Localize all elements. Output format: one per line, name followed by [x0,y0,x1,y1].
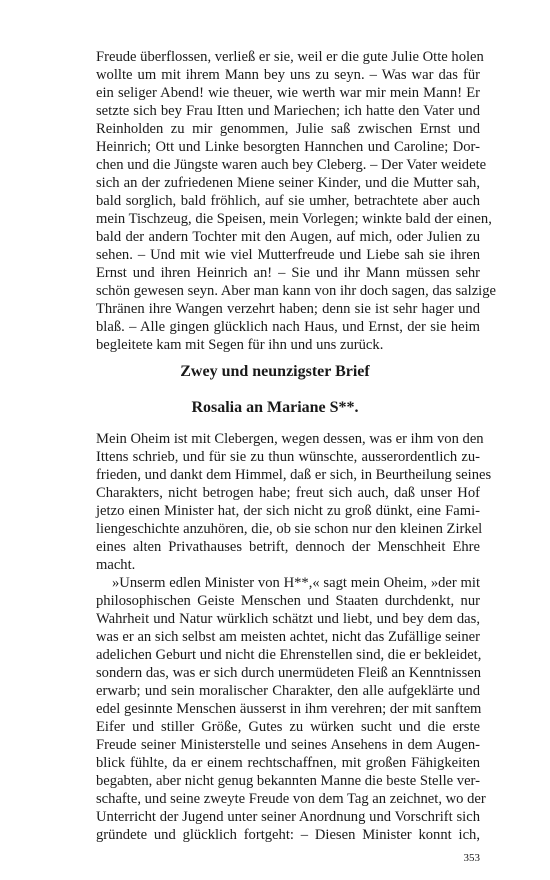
text-line: Wahrheit und Natur würklich schätzt und liebt, und bey dem das, [96,611,480,627]
text-line: Eifer und stiller Größe, Gutes zu würken sucht und die erste [96,719,480,735]
text-line: Charakters, nicht betrogen habe; freut sich auch, daß unser Hof [96,485,480,501]
text-line: sich an der zufriedenen Miene seiner Kinder, und die Mutter sah, [96,175,480,191]
text-line: blick fühlte, da er einem rechtschaffnen, mit großen Fähigkeiten [96,755,480,771]
text-line: Mein Oheim ist mit Clebergen, wegen dessen, was er ihm von den [96,431,484,447]
text-line: erwarb; und sein moralischer Charakter, den alle aufgeklärte und [96,683,480,699]
text-line: gründete und glücklich fortgeht: – Diesen Minister konnt ich, [96,827,480,843]
text-line: Unterricht der Jugend unter seiner Anordnung und Vorschrift sich [96,809,480,825]
text-line: was er an sich selbst am meisten achtet, nicht das Zufällige seiner [96,629,480,645]
text-line: mein Tischzeug, die Speisen, mein Vorlegen; winkte bald der einen, [96,211,492,227]
text-line: frieden, und dankt dem Himmel, daß er sich, in Beurtheilung seines [96,467,492,483]
text-line: Ittens schrieb, und für sie zu thun wünschte, ausserordentlich zu- [96,449,480,465]
text-line: Ernst und ihren Heinrich an! – Sie und ihr Mann müssen sehr [96,265,480,281]
text-line: bald sorglich, bald fröhlich, auf sie umher, betrachtete aber auch [96,193,480,209]
text-line: setzte sich bey Frau Itten und Mariechen; ich hatte den Vater und [96,103,480,119]
page-number: 353 [463,852,480,864]
text-line: macht. [96,557,136,573]
text-line: eines alten Privathauses betrift, dennoch der Menschheit Ehre [96,539,480,555]
text-line: schafte, und seine zweyte Freude von dem Tag an zeichnet, wo der [96,791,486,807]
text-line: chen und die Jüngste waren auch bey Cleberg. – Der Vater weidete [96,157,487,173]
text-line: ein seliger Abend! wie theuer, wie werth war mir mein Mann! Er [96,85,480,101]
text-line: liengeschichte anzuhören, die, ob sie schon nur den kleinen Zirkel [96,521,483,537]
text-line: sehen. – Und mit wie viel Mutterfreude und Liebe sah sie ihren [96,247,480,263]
text-line: Freude überflossen, verließ er sie, weil er die gute Julie Otte holen [96,49,484,65]
text-line: Thränen ihre Wangen verzehrt haben; denn sie ist sehr hager und [96,301,480,317]
text-line: wollte um mit ihrem Mann bey uns zu seyn. – Was war das für [96,67,480,83]
text-line: blaß. – Alle gingen glücklich nach Haus, und Ernst, der sie heim [96,319,480,335]
text-line: »Unserm edlen Minister von H**,« sagt mein Oheim, »der mit [112,575,480,591]
text-line: adelichen Geburt und nicht die Ehrenstellen sind, die er bekleidet, [96,647,482,663]
text-line: Heinrich; Ott und Linke besorgten Hannchen und Caroline; Dor- [96,139,480,155]
text-line: begabten, aber nicht genug bekannten Manne die beste Stelle ver- [96,773,480,789]
text-line: Freude seiner Ministerstelle und seines Ansehens in dem Augen- [96,737,480,753]
text-line: jetzo einen Minister hat, der sich nicht zu groß dünkt, eine Fami- [96,503,480,519]
text-line: bald der andern Tochter mit den Augen, auf mich, oder Julien zu [96,229,480,245]
text-line: Reinholden zu mir genommen, Julie saß zwischen Ernst und [96,121,480,137]
letter-heading: Zwey und neunzigster Brief [180,363,370,380]
text-line: philosophischen Geiste Menschen und Staaten durchdenkt, nur [96,593,480,609]
text-line: edel gesinnte Menschen äusserst in ihm verehren; der mit sanftem [96,701,482,717]
text-line: begleitete kam mit Segen für ihn und uns zurück. [96,337,384,353]
letter-subheading: Rosalia an Mariane S**. [191,399,359,416]
text-line: schön gewesen seyn. Aber man kann von ihr doch sagen, das salzige [96,283,497,299]
text-line: sondern das, was er sich durch unermüdeten Fleiß an Kenntnissen [96,665,482,681]
